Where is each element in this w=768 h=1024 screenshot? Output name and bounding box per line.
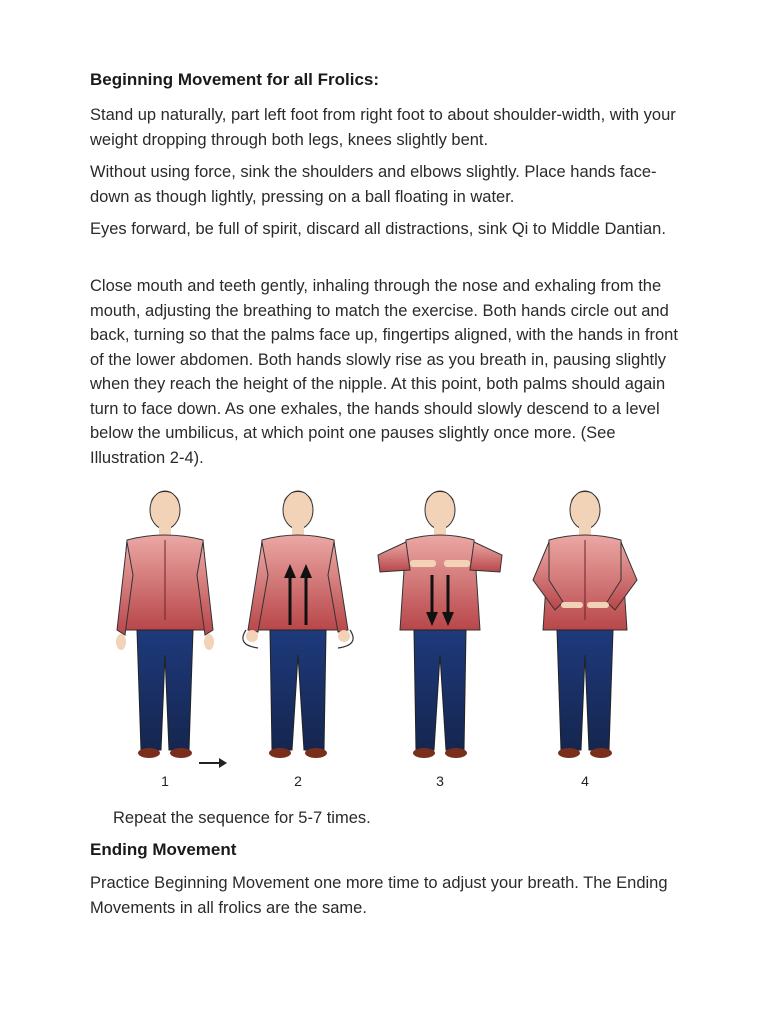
figure-1 bbox=[116, 491, 227, 789]
paragraph-breathing: Close mouth and teeth gently, inhaling through the nose and exhaling from the mouth, adjusting the breathing to match the exercise. Both hands circle out and back, turning so that the palms face up, fingertips aligned, with the hands in front of the lower abdomen. Both hands slowly rise as you breath in, pausing slightly when they reach the height of the nipple. At this point, both palms should again turn to face down. As one exhales, the hands should slowly descend to a level below the umbilicus, at which point one pauses slightly once more. (See Illustration 2-4). bbox=[90, 277, 678, 467]
illustration-beginning-movement bbox=[110, 480, 655, 795]
paragraph-shoulders: Without using force, sink the shoulders and elbows slightly. Place hands face-down as though lightly, pressing on a ball floating in water. bbox=[90, 163, 657, 206]
figure-label-3: 3 bbox=[436, 773, 444, 789]
paragraph-ending: Practice Beginning Movement one more time to adjust your breath. The Ending Movements in all frolics are the same. bbox=[90, 874, 668, 917]
repeat-instruction: Repeat the sequence for 5-7 times. bbox=[113, 809, 371, 827]
figure-label-4: 4 bbox=[581, 773, 589, 789]
paragraph-eyes: Eyes forward, be full of spirit, discard all distractions, sink Qi to Middle Dantian. bbox=[90, 220, 666, 238]
figure-3 bbox=[378, 491, 502, 789]
figure-label-1: 1 bbox=[161, 773, 169, 789]
heading-beginning-movement: Beginning Movement for all Frolics: bbox=[90, 70, 380, 89]
figure-4 bbox=[533, 491, 637, 789]
figure-label-2: 2 bbox=[294, 773, 302, 789]
figure-2 bbox=[243, 491, 353, 789]
heading-ending-movement: Ending Movement bbox=[90, 840, 237, 859]
arrow-right-icon bbox=[199, 758, 227, 768]
paragraph-stance: Stand up naturally, part left foot from right foot to about shoulder-width, with your weight dropping through both legs, knees slightly bent. bbox=[90, 106, 676, 149]
